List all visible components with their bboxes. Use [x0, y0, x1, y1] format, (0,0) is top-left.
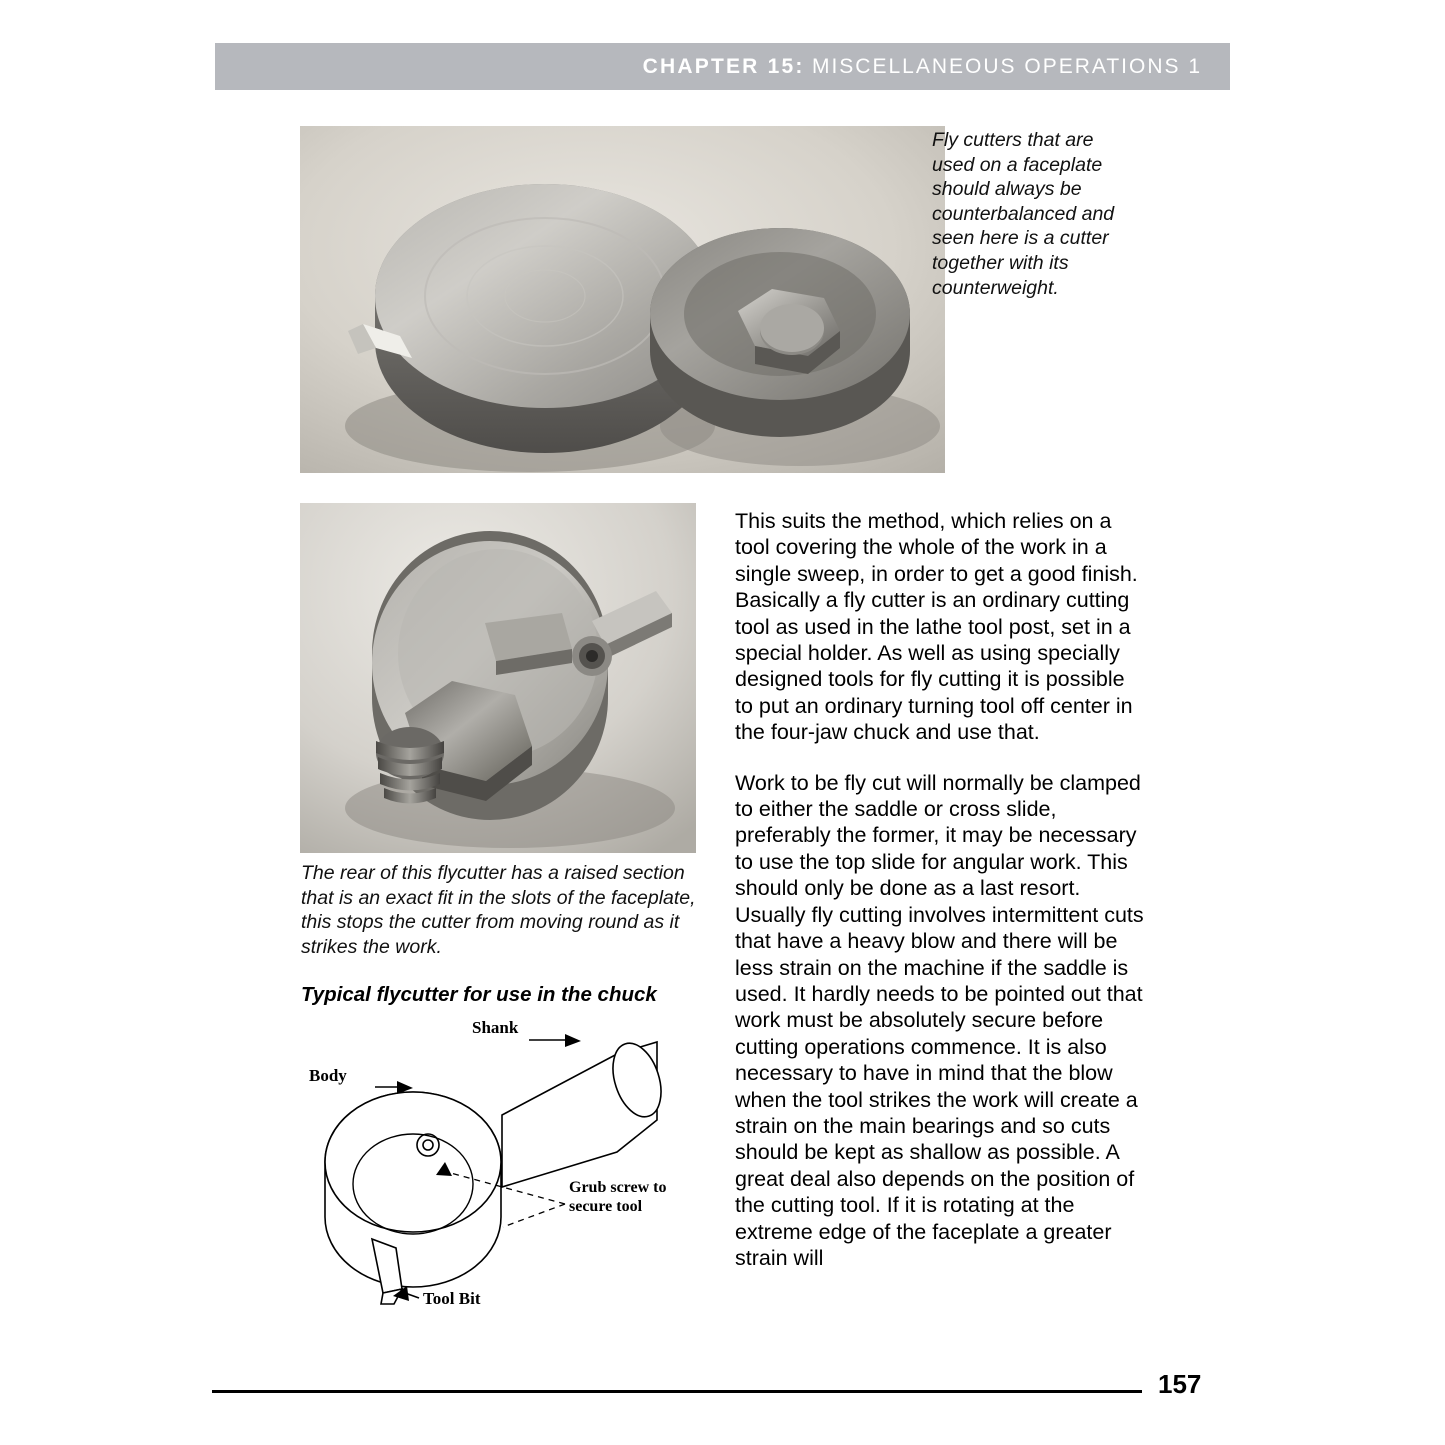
flycutter-line-diagram — [297, 1012, 702, 1322]
chapter-title: MISCELLANEOUS OPERATIONS 1 — [811, 54, 1202, 78]
body-paragraph-2: Work to be fly cut will normally be clamped to either the saddle or cross slide, preferably the former, it may be necessary to use the top slide for angular work. This should only be done as a last resort. Usually fly cutting involves intermittent cuts that have a heavy blow and there will be less strain on the machine if the saddle is used. It hardly needs to be pointed out that work must be absolutely secure before cutting operations commence. It is also necessary to have in mind that the blow when the tool strikes the work will create a strain on the main bearings and so cuts should be kept as shallow as possible. A great deal also depends on the position of the cutting tool. If it is rotating at the extreme edge of the faceplate a greater strain will — [735, 770, 1144, 1270]
chapter-header-bar — [215, 43, 1230, 90]
chapter-label: CHAPTER 15: — [642, 54, 805, 78]
body-paragraph-1: This suits the method, which relies on a tool covering the whole of the work in a single sweep, in order to get a good finish. Basically a fly cutter is an ordinary cutting tool as used in the lathe tool post, set in a special holder. As well as using specially designed tools for fly cutting it is possible to put an ordinary turning tool off center in the four-jaw chuck and use that. — [735, 509, 1138, 745]
page-number: 157 — [1158, 1369, 1202, 1399]
flycutter-diagram-svg — [297, 1012, 702, 1322]
photo-top-illustration — [300, 126, 945, 473]
diagram-label-body: Body — [309, 1066, 347, 1085]
diagram-label-grub-screw-line1: Grub screw to — [569, 1179, 667, 1196]
body-text-column — [735, 508, 1147, 1271]
diagram-label-shank: Shank — [472, 1018, 519, 1037]
photo-flycutter-and-counterweight — [300, 126, 945, 473]
diagram-label-tool-bit: Tool Bit — [423, 1289, 481, 1308]
caption-mid-photo: The rear of this flycutter has a raised section that is an exact fit in the slots of the faceplate, this stops the cutter from moving round as it strikes the work. — [301, 862, 696, 958]
caption-top-photo: Fly cutters that are used on a faceplate should always be counterbalanced and seen here is a cutter together with its counterweight. — [932, 129, 1115, 299]
diagram-label-grub-screw-line2: secure tool — [569, 1198, 643, 1215]
chapter-header-text — [643, 55, 1202, 79]
footer-rule — [212, 1390, 1142, 1393]
photo-flycutter-rear — [300, 503, 696, 853]
photo-mid-illustration — [300, 503, 696, 853]
diagram-heading: Typical flycutter for use in the chuck — [301, 983, 657, 1006]
